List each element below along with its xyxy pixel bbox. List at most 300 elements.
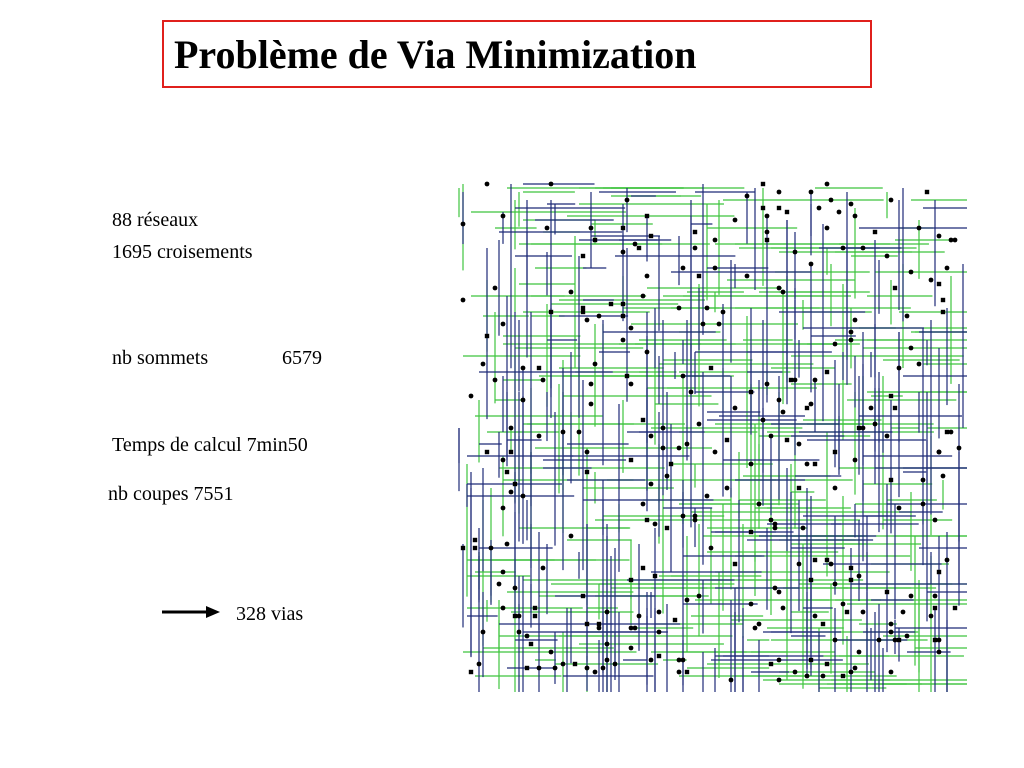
via-marker	[621, 302, 625, 306]
via-marker	[645, 214, 649, 218]
via-marker	[493, 286, 498, 291]
via-marker	[501, 570, 506, 575]
via-marker	[513, 482, 517, 486]
via-marker	[713, 450, 718, 455]
via-marker	[677, 446, 682, 451]
via-marker	[581, 254, 585, 258]
via-marker	[745, 274, 750, 279]
via-marker	[597, 626, 602, 631]
routing-grid	[455, 180, 975, 700]
via-marker	[833, 486, 838, 491]
via-marker	[621, 250, 626, 255]
via-marker	[493, 378, 498, 383]
via-marker	[809, 578, 813, 582]
via-marker	[853, 666, 858, 671]
via-marker	[509, 426, 514, 431]
via-marker	[785, 210, 789, 214]
via-marker	[485, 450, 489, 454]
via-marker	[765, 382, 770, 387]
via-marker	[953, 606, 957, 610]
via-marker	[629, 646, 634, 651]
via-marker	[861, 426, 866, 431]
via-marker	[581, 310, 585, 314]
via-marker	[781, 410, 786, 415]
via-marker	[777, 678, 782, 683]
via-marker	[765, 214, 770, 219]
via-marker	[897, 366, 902, 371]
via-marker	[525, 634, 530, 639]
via-marker	[845, 610, 849, 614]
via-marker	[685, 442, 690, 447]
via-marker	[621, 314, 625, 318]
via-marker	[829, 198, 834, 203]
via-marker	[897, 506, 902, 511]
via-marker	[921, 502, 926, 507]
via-marker	[933, 594, 938, 599]
via-marker	[893, 406, 897, 410]
via-marker	[797, 442, 802, 447]
via-marker	[569, 290, 574, 295]
via-marker	[857, 574, 862, 579]
via-marker	[717, 322, 722, 327]
via-marker	[593, 362, 598, 367]
via-marker	[521, 494, 526, 499]
via-marker	[589, 382, 594, 387]
via-marker	[945, 558, 950, 563]
via-marker	[625, 198, 630, 203]
via-marker	[885, 434, 890, 439]
via-marker	[521, 366, 526, 371]
via-marker	[525, 666, 529, 670]
via-marker	[873, 230, 877, 234]
via-marker	[797, 486, 801, 490]
via-marker	[589, 402, 594, 407]
via-marker	[597, 314, 602, 319]
via-marker	[561, 662, 566, 667]
via-marker	[705, 306, 710, 311]
routing-diagram	[455, 180, 975, 700]
via-marker	[593, 238, 597, 242]
via-marker	[681, 514, 686, 519]
via-marker	[473, 546, 477, 550]
via-marker	[833, 638, 838, 643]
via-marker	[629, 382, 634, 387]
via-marker	[833, 342, 838, 347]
via-marker	[849, 566, 853, 570]
via-marker	[897, 638, 901, 642]
via-marker	[537, 666, 542, 671]
via-marker	[749, 390, 753, 394]
via-marker	[469, 394, 474, 399]
via-marker	[909, 270, 914, 275]
via-marker	[705, 494, 710, 499]
via-marker	[513, 614, 517, 618]
via-marker	[621, 338, 626, 343]
via-marker	[553, 666, 558, 671]
via-marker	[501, 322, 506, 327]
via-marker	[533, 614, 537, 618]
via-marker	[937, 570, 941, 574]
via-marker	[749, 530, 753, 534]
via-marker	[581, 306, 585, 310]
via-marker	[905, 634, 910, 639]
via-marker	[693, 230, 697, 234]
via-marker	[545, 226, 550, 231]
via-marker	[781, 606, 786, 611]
via-marker	[937, 282, 941, 286]
via-marker	[933, 518, 938, 523]
via-marker	[945, 430, 949, 434]
via-marker	[841, 602, 846, 607]
via-marker	[957, 446, 962, 451]
via-marker	[725, 486, 730, 491]
via-marker	[941, 310, 945, 314]
via-marker	[921, 478, 926, 483]
via-marker	[813, 614, 818, 619]
via-marker	[649, 658, 654, 663]
via-marker	[805, 674, 810, 679]
via-marker	[677, 306, 682, 311]
via-marker	[529, 642, 533, 646]
via-marker	[505, 542, 510, 547]
via-marker	[777, 590, 782, 595]
title-box	[162, 20, 872, 88]
via-marker	[601, 666, 606, 671]
via-marker	[609, 302, 613, 306]
via-marker	[749, 602, 754, 607]
via-marker	[637, 614, 642, 619]
via-marker	[709, 546, 714, 551]
via-marker	[749, 462, 754, 467]
via-marker	[649, 482, 654, 487]
stat-croisements: 1695 croisements	[112, 241, 253, 263]
via-marker	[769, 662, 773, 666]
via-marker	[793, 378, 798, 383]
via-marker	[777, 658, 782, 663]
via-marker	[829, 562, 834, 567]
via-marker	[673, 618, 677, 622]
via-marker	[757, 502, 762, 507]
via-marker	[825, 182, 830, 187]
via-marker	[549, 650, 554, 655]
via-marker	[581, 594, 585, 598]
via-marker	[797, 562, 802, 567]
via-marker	[685, 598, 690, 603]
via-marker	[793, 670, 798, 675]
via-marker	[821, 622, 825, 626]
via-marker	[621, 226, 625, 230]
via-marker	[589, 226, 594, 231]
via-marker	[825, 226, 830, 231]
via-marker	[813, 378, 818, 383]
via-marker	[937, 638, 942, 643]
via-marker	[501, 214, 506, 219]
via-marker	[789, 378, 793, 382]
via-marker	[825, 558, 829, 562]
via-marker	[637, 246, 641, 250]
via-marker	[693, 518, 698, 523]
via-marker	[485, 334, 489, 338]
via-marker	[753, 626, 758, 631]
arrow-right-icon	[160, 603, 222, 621]
via-marker	[893, 286, 897, 290]
via-marker	[825, 370, 829, 374]
via-marker	[629, 326, 634, 331]
via-marker	[841, 674, 845, 678]
via-marker	[889, 198, 894, 203]
stat-coupes: nb coupes 7551	[108, 483, 234, 505]
via-marker	[689, 390, 694, 395]
via-marker	[889, 622, 894, 627]
via-marker	[769, 518, 774, 523]
via-marker	[509, 490, 514, 495]
via-marker	[605, 658, 610, 663]
via-marker	[849, 578, 853, 582]
via-marker	[905, 314, 910, 319]
via-marker	[501, 458, 506, 463]
via-marker	[645, 350, 650, 355]
via-marker	[633, 242, 638, 247]
via-marker	[645, 518, 649, 522]
via-marker	[889, 630, 894, 635]
via-marker	[585, 450, 590, 455]
via-marker	[773, 586, 778, 591]
via-marker	[909, 594, 914, 599]
via-marker	[941, 298, 945, 302]
via-marker	[937, 650, 942, 655]
via-marker	[597, 622, 601, 626]
via-marker	[721, 310, 726, 315]
via-marker	[909, 346, 914, 351]
via-marker	[541, 566, 546, 571]
via-marker	[605, 610, 610, 615]
via-marker	[501, 506, 506, 511]
via-marker	[709, 366, 713, 370]
via-marker	[561, 430, 566, 435]
via-marker	[945, 266, 950, 271]
via-marker	[861, 246, 866, 251]
via-marker	[733, 218, 738, 223]
via-marker	[837, 210, 842, 215]
via-marker	[733, 562, 737, 566]
via-marker	[685, 670, 689, 674]
via-marker	[681, 266, 686, 271]
via-marker	[777, 206, 781, 210]
via-marker	[857, 426, 861, 430]
via-marker	[605, 642, 610, 647]
via-marker	[585, 666, 590, 671]
via-marker	[833, 450, 837, 454]
via-marker	[629, 626, 634, 631]
via-marker	[481, 362, 486, 367]
via-marker	[805, 406, 809, 410]
via-marker	[773, 522, 778, 527]
via-marker	[809, 402, 814, 407]
via-marker	[877, 638, 882, 643]
via-marker	[949, 430, 954, 435]
via-marker	[813, 558, 817, 562]
via-marker	[853, 318, 858, 323]
via-marker	[549, 310, 553, 314]
via-marker	[497, 582, 502, 587]
via-marker	[725, 438, 729, 442]
via-marker	[777, 190, 782, 195]
via-marker	[537, 366, 541, 370]
via-marker	[669, 462, 673, 466]
via-marker	[937, 234, 942, 239]
slide-title: Problème de Via Minimization	[174, 32, 697, 77]
via-marker	[641, 294, 646, 299]
via-marker	[641, 566, 645, 570]
via-marker	[461, 298, 466, 303]
via-marker	[777, 398, 782, 403]
via-marker	[821, 674, 826, 679]
via-marker	[933, 638, 937, 642]
via-marker	[765, 230, 770, 235]
via-marker	[849, 670, 854, 675]
via-marker	[713, 238, 718, 243]
via-marker	[765, 238, 769, 242]
via-marker	[889, 670, 894, 675]
via-marker	[569, 534, 574, 539]
via-marker	[713, 266, 718, 271]
via-marker	[761, 182, 765, 186]
via-marker	[665, 526, 669, 530]
via-marker	[857, 650, 862, 655]
via-marker	[933, 606, 937, 610]
via-marker	[653, 574, 657, 578]
via-marker	[585, 470, 589, 474]
via-marker	[577, 430, 582, 435]
via-marker	[585, 622, 589, 626]
via-marker	[901, 610, 906, 615]
via-marker	[549, 182, 554, 187]
via-marker	[917, 226, 922, 231]
via-marker	[657, 630, 662, 635]
via-marker	[469, 670, 473, 674]
via-marker	[745, 194, 750, 199]
via-marker	[849, 330, 854, 335]
via-marker	[613, 662, 618, 667]
via-marker	[641, 502, 646, 507]
via-marker	[657, 610, 662, 615]
via-marker	[509, 450, 513, 454]
via-marker	[833, 582, 838, 587]
via-marker	[629, 578, 633, 582]
via-marker	[517, 630, 522, 635]
via-marker	[677, 670, 682, 675]
via-marker	[925, 190, 929, 194]
via-marker	[861, 610, 866, 615]
via-marker	[953, 238, 958, 243]
via-marker	[869, 406, 874, 411]
via-marker	[761, 206, 765, 210]
via-marker	[805, 462, 810, 467]
via-marker	[677, 658, 682, 663]
stat-reseaux: 88 réseaux	[112, 209, 199, 231]
via-marker	[593, 670, 598, 675]
via-marker	[813, 462, 817, 466]
via-marker	[941, 474, 946, 479]
via-marker	[781, 290, 786, 295]
via-marker	[461, 546, 465, 550]
via-marker	[473, 538, 477, 542]
via-marker	[873, 422, 878, 427]
via-marker	[505, 470, 509, 474]
via-marker	[541, 378, 546, 383]
via-marker	[889, 394, 893, 398]
via-marker	[769, 434, 774, 439]
via-marker	[849, 338, 854, 343]
via-marker	[693, 246, 698, 251]
via-marker	[513, 586, 518, 591]
via-marker	[649, 434, 654, 439]
via-marker	[665, 474, 670, 479]
via-marker	[841, 246, 846, 251]
via-marker	[937, 450, 942, 455]
via-marker	[653, 522, 658, 527]
via-marker	[825, 662, 829, 666]
via-marker	[629, 458, 633, 462]
via-marker	[885, 590, 889, 594]
stat-sommets-value: 6579	[282, 347, 322, 369]
via-marker	[761, 418, 766, 423]
via-marker	[777, 286, 782, 291]
via-marker	[929, 614, 934, 619]
via-marker	[625, 374, 629, 378]
via-marker	[793, 250, 798, 255]
via-marker	[585, 318, 590, 323]
via-marker	[885, 254, 890, 259]
via-marker	[809, 658, 813, 662]
via-marker	[809, 190, 814, 195]
via-marker	[917, 362, 922, 367]
via-marker	[809, 262, 814, 267]
via-marker	[853, 214, 858, 219]
via-marker	[501, 606, 506, 611]
via-marker	[537, 434, 542, 439]
via-marker	[661, 446, 666, 451]
via-marker	[481, 630, 486, 635]
via-marker	[697, 422, 702, 427]
via-marker	[697, 594, 702, 599]
via-marker	[697, 274, 701, 278]
via-marker	[785, 438, 789, 442]
via-marker	[733, 406, 738, 411]
via-marker	[893, 638, 898, 643]
via-marker	[929, 278, 934, 283]
via-marker	[657, 654, 661, 658]
via-marker	[853, 458, 858, 463]
via-marker	[889, 478, 893, 482]
via-marker	[701, 322, 706, 327]
stat-temps: Temps de calcul 7min50	[112, 434, 308, 456]
via-marker	[517, 614, 522, 619]
via-marker	[817, 206, 822, 211]
via-marker	[801, 526, 806, 531]
via-marker	[573, 662, 577, 666]
via-marker	[645, 274, 650, 279]
via-marker	[681, 374, 686, 379]
via-marker	[661, 426, 666, 431]
stat-sommets-label: nb sommets	[112, 347, 209, 369]
via-marker	[757, 622, 762, 627]
via-marker	[477, 662, 482, 667]
stat-vias: 328 vias	[236, 603, 304, 625]
via-marker	[485, 182, 490, 187]
via-marker	[729, 678, 734, 683]
via-marker	[521, 398, 526, 403]
